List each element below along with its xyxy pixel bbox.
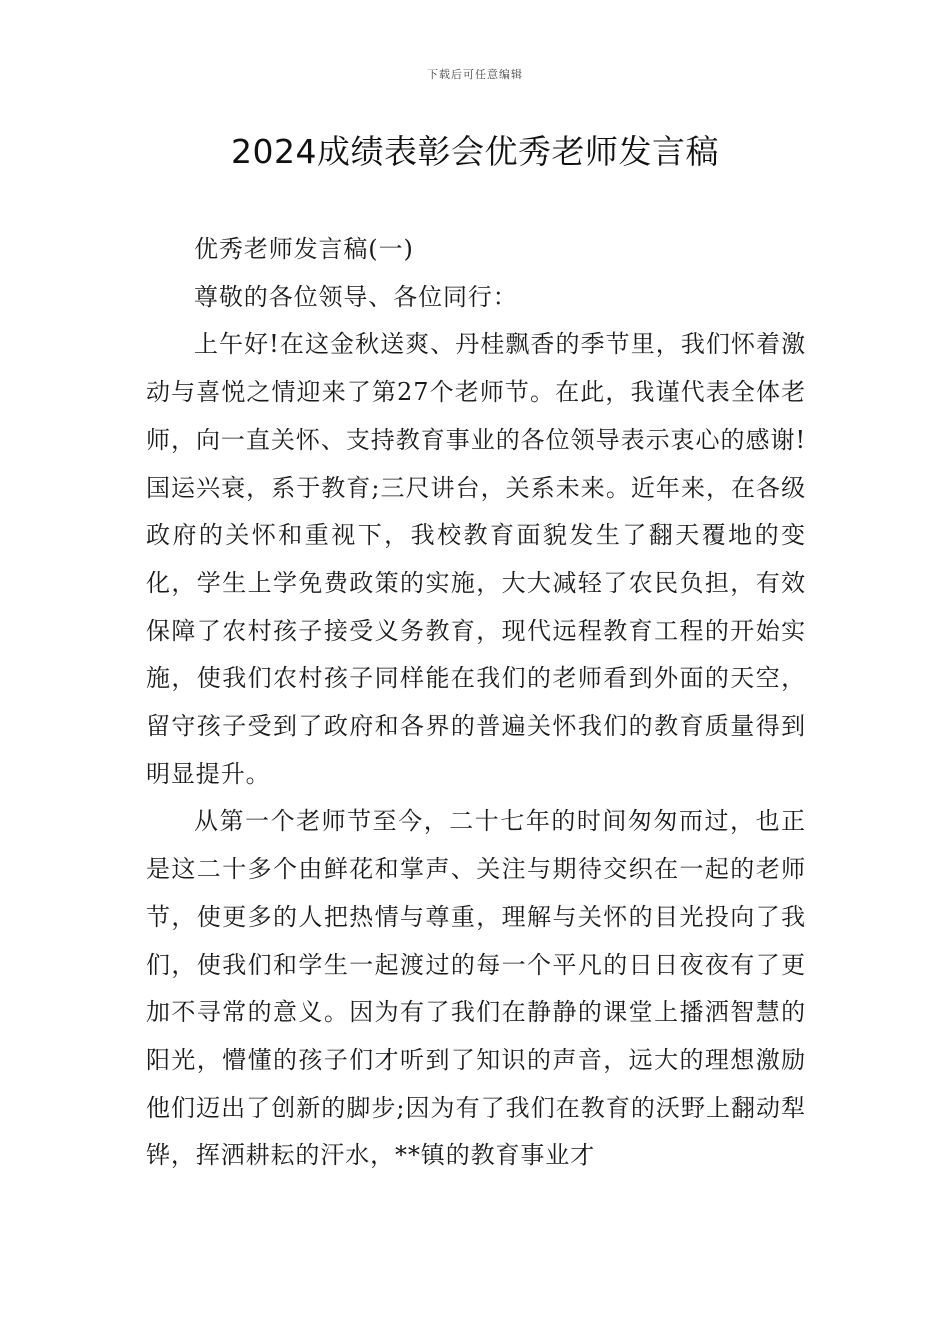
salutation: 尊敬的各位领导、各位同行：	[194, 282, 518, 311]
document-body	[146, 226, 806, 1180]
header-note: 下载后可任意编辑	[427, 68, 523, 81]
document-title: 2024成绩表彰会优秀老师发言稿	[231, 132, 719, 171]
body-paragraph: 从第一个老师节至今，二十七年的时间匆匆而过，也正是这二十多个由鲜花和掌声、关注与期待交织在一起的老师节，使更多的人把热情与尊重，理解与关怀的目光投向了我们，使我们和学生一起渡过的每一个平凡的日日夜夜有了更加不寻常的意义。因为有了我们在静静的课堂上播洒智慧的阳光，懵懂的孩子们才听到了知识的声音，远大的理想激励他们迈出了创新的脚步;因为有了我们在教育的沃野上翻动犁铧，挥洒耕耘的汗水，**镇的教育事业才	[146, 807, 806, 1170]
section-heading: 优秀老师发言稿(一)	[194, 235, 414, 263]
body-paragraph: 上午好!在这金秋送爽、丹桂飘香的季节里，我们怀着激动与喜悦之情迎来了第27个老师节。在此，我谨代表全体老师，向一直关怀、支持教育事业的各位领导表示衷心的感谢!国运兴衰，系于教育;三尺讲台，关系未来。近年来，在各级政府的关怀和重视下，我校教育面貌发生了翻天覆地的变化，学生上学免费政策的实施，大大减轻了农民负担，有效保障了农村孩子接受义务教育，现代远程教育工程的开始实施，使我们农村孩子同样能在我们的老师看到外面的天空，留守孩子受到了政府和各界的普遍关怀我们的教育质量得到明显提升。	[146, 330, 806, 788]
